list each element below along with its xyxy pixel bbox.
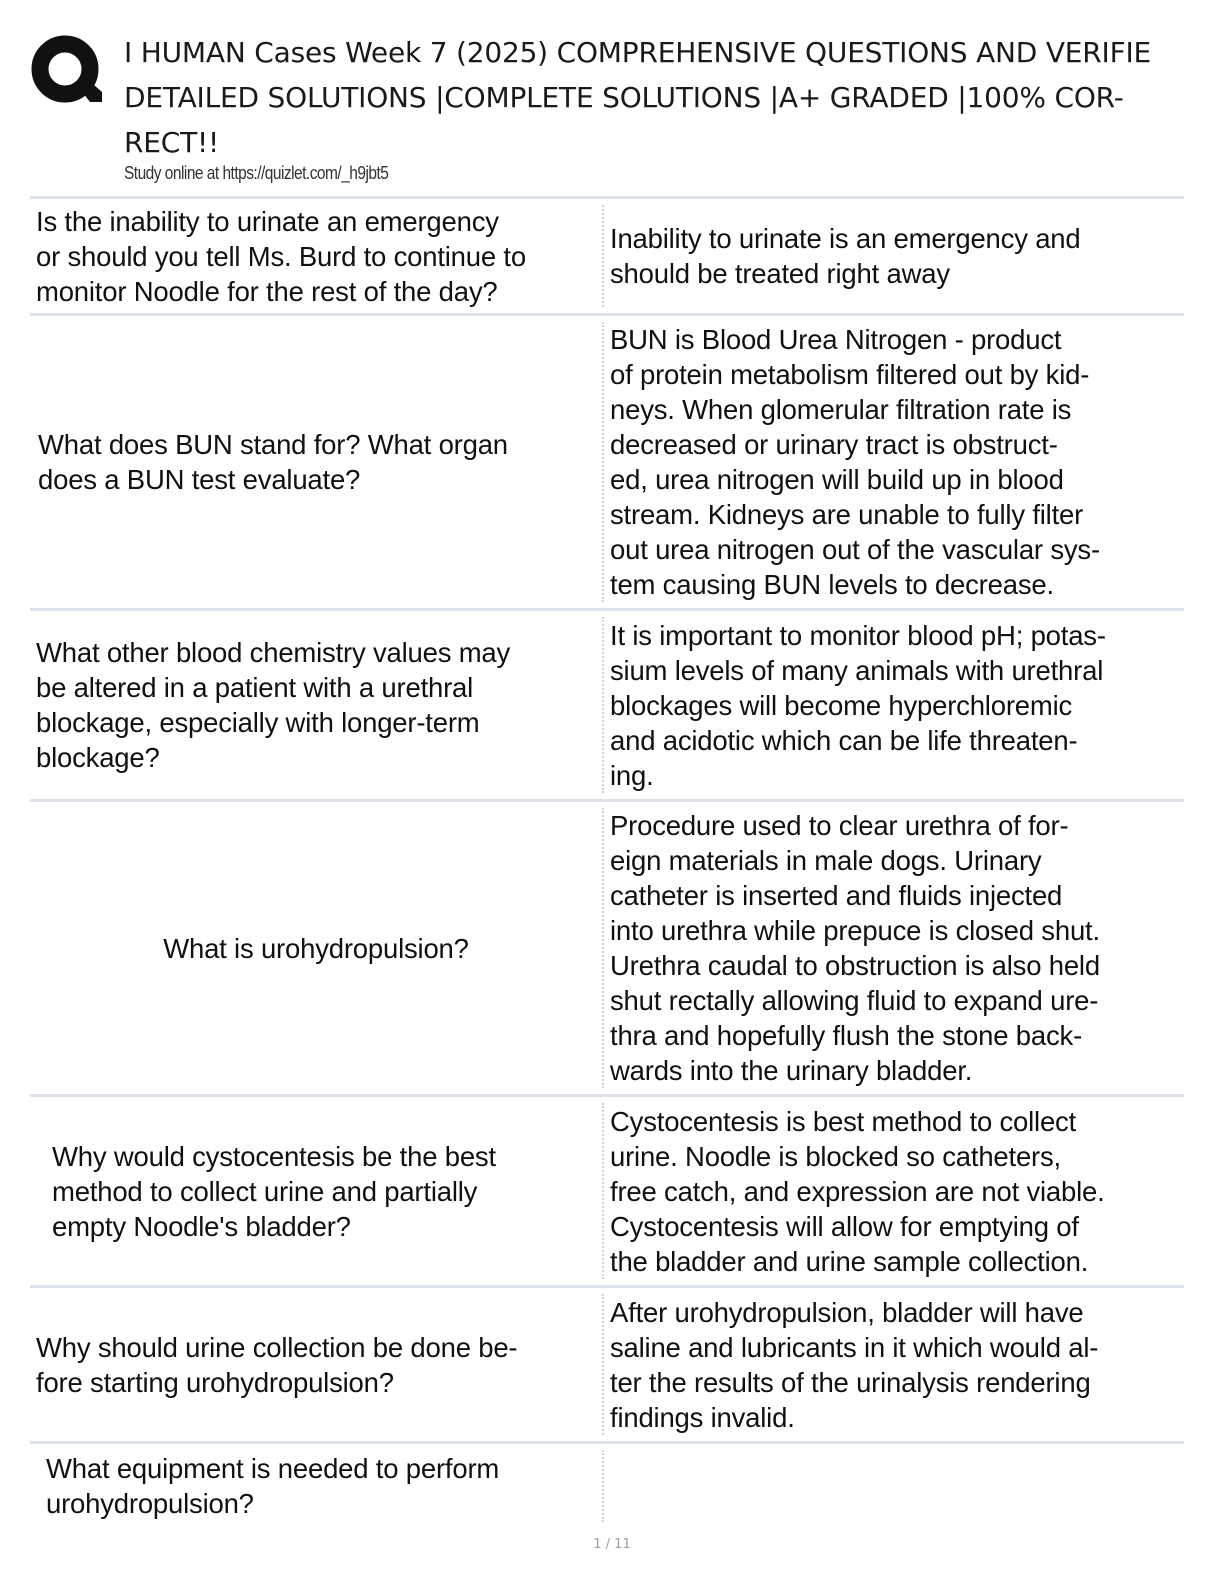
term-line: fore starting urohydropulsion? [36, 1366, 394, 1398]
title-line: RECT!! [124, 126, 220, 159]
page-number: 1 / 11 [593, 1537, 631, 1552]
definition-line: It is important to monitor blood pH; potas- [610, 619, 1106, 651]
term-line: or should you tell Ms. Burd to continue to [36, 240, 526, 272]
document-title [124, 30, 1214, 165]
flashcard [30, 1441, 1184, 1528]
card-definition [604, 1097, 1184, 1285]
term-line: What is urohydropulsion? [163, 932, 469, 964]
definition-line: neys. When glomerular filtration rate is [610, 394, 1072, 425]
definition-line: free catch, and expression are not viable. [610, 1175, 1105, 1207]
definition-line: the bladder and urine sample collection. [610, 1245, 1089, 1277]
definition-line: and acidotic which can be life threaten- [610, 724, 1078, 756]
study-online-link[interactable]: Study online at https://quizlet.com/_h9jbt5 [124, 163, 389, 183]
term-line: Why would cystocentesis be the best [52, 1140, 496, 1172]
flashcard [30, 608, 1184, 799]
definition-line: Cystocentesis will allow for emptying of [610, 1210, 1079, 1242]
quizlet-logo-icon [30, 34, 104, 108]
term-line: Is the inability to urinate an emergency [36, 205, 499, 237]
definition-line: eign materials in male dogs. Urinary [610, 845, 1042, 876]
card-term [30, 611, 602, 799]
flashcard [30, 313, 1184, 608]
card-term [30, 1444, 602, 1528]
term-line: What equipment is needed to perform [46, 1453, 500, 1484]
definition-line: blockages will become hyperchloremic [610, 689, 1073, 721]
flashcard [30, 196, 1184, 313]
card-definition [604, 199, 1184, 313]
term-line: urohydropulsion? [46, 1488, 254, 1519]
term-line: Why should urine collection be done be- [36, 1331, 518, 1363]
definition-line: ed, urea nitrogen will build up in blood [610, 464, 1064, 495]
definition-line: BUN is Blood Urea Nitrogen - product [610, 324, 1062, 355]
term-line: monitor Noodle for the rest of the day? [36, 275, 498, 307]
definition-line: findings invalid. [610, 1401, 795, 1433]
flashcard [30, 1094, 1184, 1285]
card-term [30, 1097, 602, 1285]
definition-line: Cystocentesis is best method to collect [610, 1105, 1077, 1137]
definition-line: stream. Kidneys are unable to fully filter [610, 499, 1084, 530]
card-term [30, 802, 602, 1094]
card-definition [604, 1444, 1184, 1528]
definition-line: shut rectally allowing fluid to expand ure- [610, 985, 1099, 1016]
definition-line: out urea nitrogen out of the vascular sys- [610, 534, 1100, 565]
definition-line: into urethra while prepuce is closed shut. [610, 915, 1100, 946]
title-line: I HUMAN Cases Week 7 (2025) COMPREHENSIVE QUESTIONS AND VERIFIE [124, 36, 1152, 69]
definition-line: wards into the urinary bladder. [610, 1055, 973, 1086]
flashcard [30, 1285, 1184, 1441]
card-definition [604, 316, 1184, 608]
definition-line: tem causing BUN levels to decrease. [610, 569, 1054, 600]
definition-line: After urohydropulsion, bladder will have [610, 1296, 1084, 1328]
term-line: blockage, especially with longer-term [36, 707, 480, 738]
definition-line: Urethra caudal to obstruction is also held [610, 950, 1100, 981]
term-line: does a BUN test evaluate? [38, 464, 361, 495]
term-line: What does BUN stand for? What organ [38, 429, 508, 460]
definition-line: ter the results of the urinalysis rendering [610, 1366, 1091, 1398]
card-term [30, 199, 602, 313]
flashcard-list [30, 196, 1184, 1528]
term-line: What other blood chemistry values may [36, 637, 511, 668]
definition-line: of protein metabolism filtered out by kid- [610, 359, 1090, 390]
definition-line: urine. Noodle is blocked so catheters, [610, 1140, 1061, 1172]
definition-line: saline and lubricants in it which would al- [610, 1331, 1099, 1363]
flashcard [30, 799, 1184, 1094]
card-definition [604, 802, 1184, 1094]
definition-line: should be treated right away [610, 258, 950, 289]
term-line: be altered in a patient with a urethral [36, 672, 474, 703]
definition-line: thra and hopefully flush the stone back- [610, 1020, 1083, 1051]
card-definition [604, 611, 1184, 799]
card-definition [604, 1288, 1184, 1441]
term-line: empty Noodle's bladder? [52, 1210, 351, 1242]
term-line: method to collect urine and partially [52, 1175, 478, 1207]
definition-line: Inability to urinate is an emergency and [610, 223, 1081, 254]
term-line: blockage? [36, 742, 160, 773]
card-term [30, 1288, 602, 1441]
card-term [30, 316, 602, 608]
definition-line: sium levels of many animals with urethral [610, 654, 1104, 686]
definition-line: decreased or urinary tract is obstruct- [610, 429, 1058, 460]
title-line: DETAILED SOLUTIONS |COMPLETE SOLUTIONS |A+ GRADED |100% COR- [124, 81, 1124, 114]
definition-line: catheter is inserted and fluids injected [610, 880, 1063, 911]
definition-line: Procedure used to clear urethra of for- [610, 810, 1069, 841]
definition-line: ing. [610, 759, 654, 791]
